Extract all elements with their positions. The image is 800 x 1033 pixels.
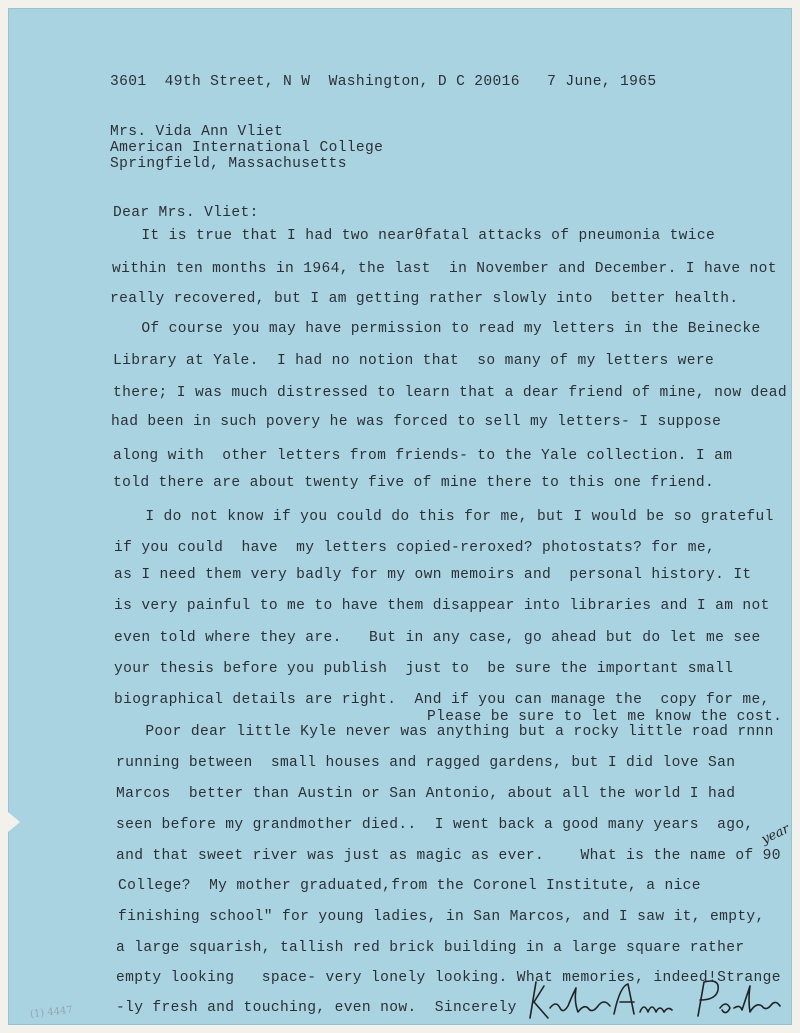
body-line-closing: -ly fresh and touching, even now. Sincerely bbox=[116, 1000, 517, 1016]
signature-image bbox=[522, 972, 792, 1028]
recipient-name: Mrs. Vida Ann Vliet bbox=[110, 124, 284, 140]
body-line: really recovered, but I am getting rather slowly into better health. bbox=[110, 291, 739, 307]
body-line: empty looking space- very lonely looking. What memories, indeed!Strange bbox=[116, 970, 781, 986]
body-line: running between small houses and ragged gardens, but I did love San bbox=[116, 755, 736, 771]
body-line: Poor dear little Kyle never was anything but a rocky little road rnnn bbox=[118, 724, 774, 740]
body-line: your thesis before you publish just to be sure the important small bbox=[114, 661, 734, 677]
letter-header: 3601 49th Street, N W Washington, D C 20016 7 June, 1965 bbox=[110, 74, 657, 90]
body-line: It is true that I had two nearθfatal attacks of pneumonia twice bbox=[114, 228, 716, 244]
body-line: finishing school" for young ladies, in San Marcos, and I saw it, empty, bbox=[118, 909, 765, 925]
body-line: along with other letters from friends- to the Yale collection. I am bbox=[113, 448, 733, 464]
pencil-annotation: (1) 4447 bbox=[29, 1004, 74, 1021]
body-line: I do not know if you could do this for me, but I would be so grateful bbox=[118, 509, 774, 525]
body-line: College? My mother graduated,from the Coronel Institute, a nice bbox=[118, 878, 701, 894]
body-line: Library at Yale. I had no notion that so many of my letters were bbox=[113, 353, 715, 369]
body-line: Marcos better than Austin or San Antonio, about all the world I had bbox=[116, 786, 736, 802]
body-line: and that sweet river was just as magic as ever. What is the name of 90 bbox=[116, 848, 781, 864]
body-line: within ten months in 1964, the last in November and December. I have not bbox=[112, 261, 777, 277]
torn-edge bbox=[8, 812, 20, 832]
body-line: Of course you may have permission to read my letters in the Beinecke bbox=[114, 321, 761, 337]
body-line: told there are about twenty five of mine there to this one friend. bbox=[113, 475, 715, 491]
salutation: Dear Mrs. Vliet: bbox=[113, 205, 259, 221]
body-line: is very painful to me to have them disappear into libraries and I am not bbox=[114, 598, 770, 614]
body-line: biographical details are right. And if you can manage the copy for me, bbox=[114, 692, 770, 708]
body-line: a large squarish, tallish red brick building in a large square rather bbox=[116, 940, 745, 956]
body-line: had been in such povery he was forced to sell my letters- I suppose bbox=[111, 414, 722, 430]
recipient-location: Springfield, Massachusetts bbox=[110, 156, 347, 172]
body-line: even told where they are. But in any case, go ahead but do let me see bbox=[114, 630, 761, 646]
body-line: as I need them very badly for my own memoirs and personal history. It bbox=[114, 567, 752, 583]
body-line: seen before my grandmother died.. I went back a good many years ago, bbox=[116, 817, 754, 833]
body-line: there; I was much distressed to learn that a dear friend of mine, now dead bbox=[113, 385, 787, 401]
body-line: if you could have my letters copied-reroxed? photostats? for me, bbox=[114, 540, 716, 556]
recipient-institution: American International College bbox=[110, 140, 384, 156]
handwritten-insert: year bbox=[759, 821, 792, 848]
body-line-postscript: Please be sure to let me know the cost. bbox=[427, 709, 783, 725]
